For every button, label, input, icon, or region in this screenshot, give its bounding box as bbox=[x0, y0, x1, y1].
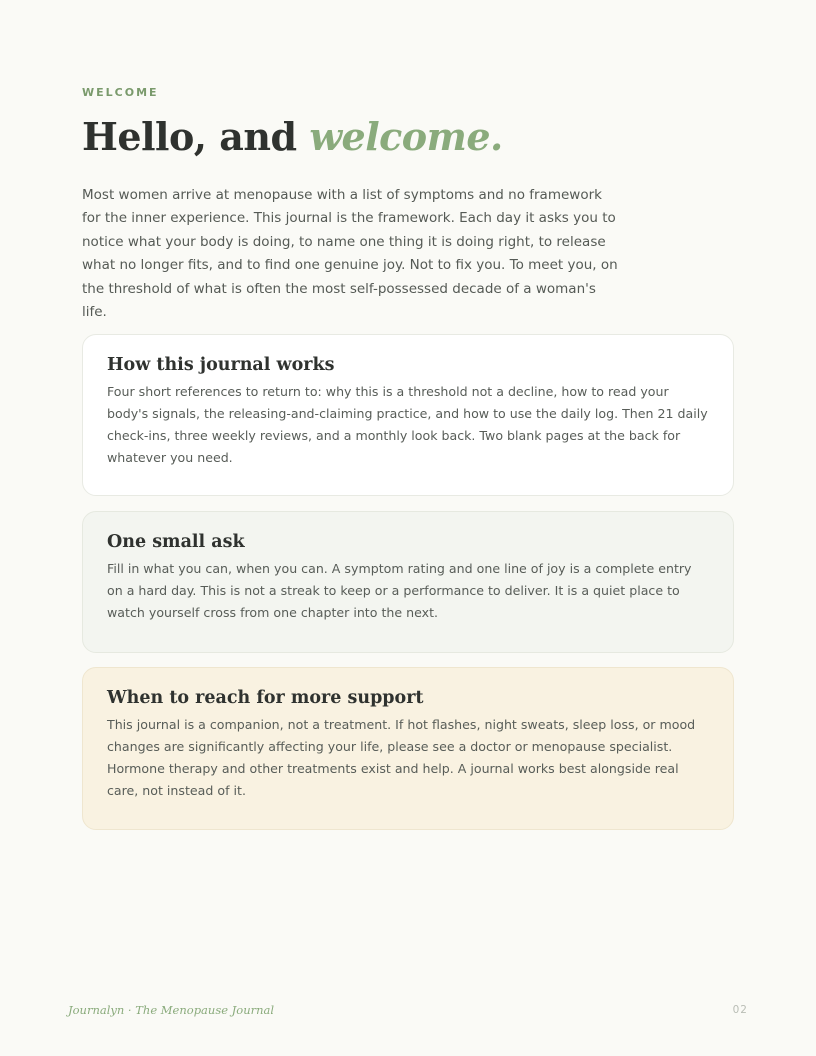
card-one-small-ask bbox=[82, 511, 734, 653]
card-title: One small ask bbox=[107, 532, 245, 552]
card-title: When to reach for more support bbox=[107, 688, 424, 708]
title-main: Hello, and bbox=[82, 114, 310, 159]
card-body: Four short references to return to: why this is a threshold not a decline, how to read your body's signals, the releasing-and-claiming practice, and how to use the daily log. Then 21 daily check-ins, three weekly reviews, and a monthly look back. Two blank pages at the back for whatever you need. bbox=[107, 384, 708, 465]
section-eyebrow: WELCOME bbox=[82, 86, 159, 99]
card-title: How this journal works bbox=[107, 355, 335, 375]
intro-paragraph: Most women arrive at menopause with a list of symptoms and no framework for the inner experience. This journal is the framework. Each day it asks you to notice what your body is doing, to name one thing it is doing right, to release what no longer fits, and to find one genuine joy. Not to fix you. To meet you, on the threshold of what is often the most self-possessed decade of a woman's life. bbox=[82, 187, 618, 321]
title-accent: welcome. bbox=[309, 114, 503, 159]
page-number: 02 bbox=[732, 1004, 748, 1016]
page-title bbox=[82, 114, 503, 159]
card-body: This journal is a companion, not a treatment. If hot flashes, night sweats, sleep loss, or mood changes are significantly affecting your life, please see a doctor or menopause specialist. Hormone therapy and other treatments exist and help. A journal works best alongside real care, not instead of it. bbox=[107, 717, 696, 798]
card-how-it-works bbox=[82, 334, 734, 496]
card-support bbox=[82, 667, 734, 830]
card-body: Fill in what you can, when you can. A symptom rating and one line of joy is a complete entry on a hard day. This is not a streak to keep or a performance to deliver. It is a quiet place to watch yourself cross from one chapter into the next. bbox=[107, 561, 692, 620]
footer-brand: Journalyn · The Menopause Journal bbox=[68, 1003, 275, 1017]
